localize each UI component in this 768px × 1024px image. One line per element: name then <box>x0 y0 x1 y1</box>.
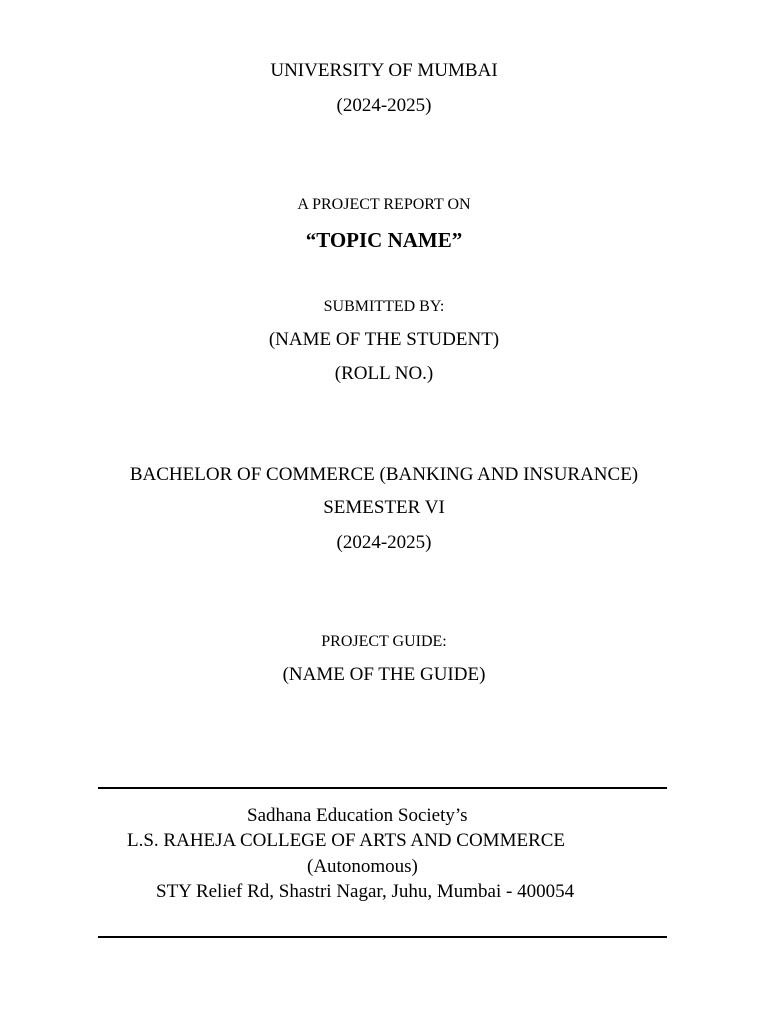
university-name: UNIVERSITY OF MUMBAI <box>270 60 498 81</box>
bottom-divider <box>98 936 667 938</box>
topic-name: “TOPIC NAME” <box>305 228 463 252</box>
college-name: L.S. RAHEJA COLLEGE OF ARTS AND COMMERCE <box>127 830 566 851</box>
autonomous-status: (Autonomous) <box>307 856 418 877</box>
course-year: (2024-2025) <box>336 532 432 553</box>
submitted-by-label: SUBMITTED BY: <box>323 298 445 315</box>
guide-name: (NAME OF THE GUIDE) <box>282 664 486 685</box>
society-name: Sadhana Education Society’s <box>247 805 468 826</box>
student-name: (NAME OF THE STUDENT) <box>268 329 500 350</box>
degree-name: BACHELOR OF COMMERCE (BANKING AND INSURANCE) <box>129 464 639 485</box>
project-guide-label: PROJECT GUIDE: <box>321 633 447 650</box>
top-divider <box>98 787 667 789</box>
academic-year: (2024-2025) <box>336 95 432 116</box>
college-address: STY Relief Rd, Shastri Nagar, Juhu, Mumbai - 400054 <box>156 881 575 902</box>
roll-number: (ROLL NO.) <box>334 363 434 384</box>
report-intro: A PROJECT REPORT ON <box>297 196 471 213</box>
semester: SEMESTER VI <box>323 497 445 518</box>
